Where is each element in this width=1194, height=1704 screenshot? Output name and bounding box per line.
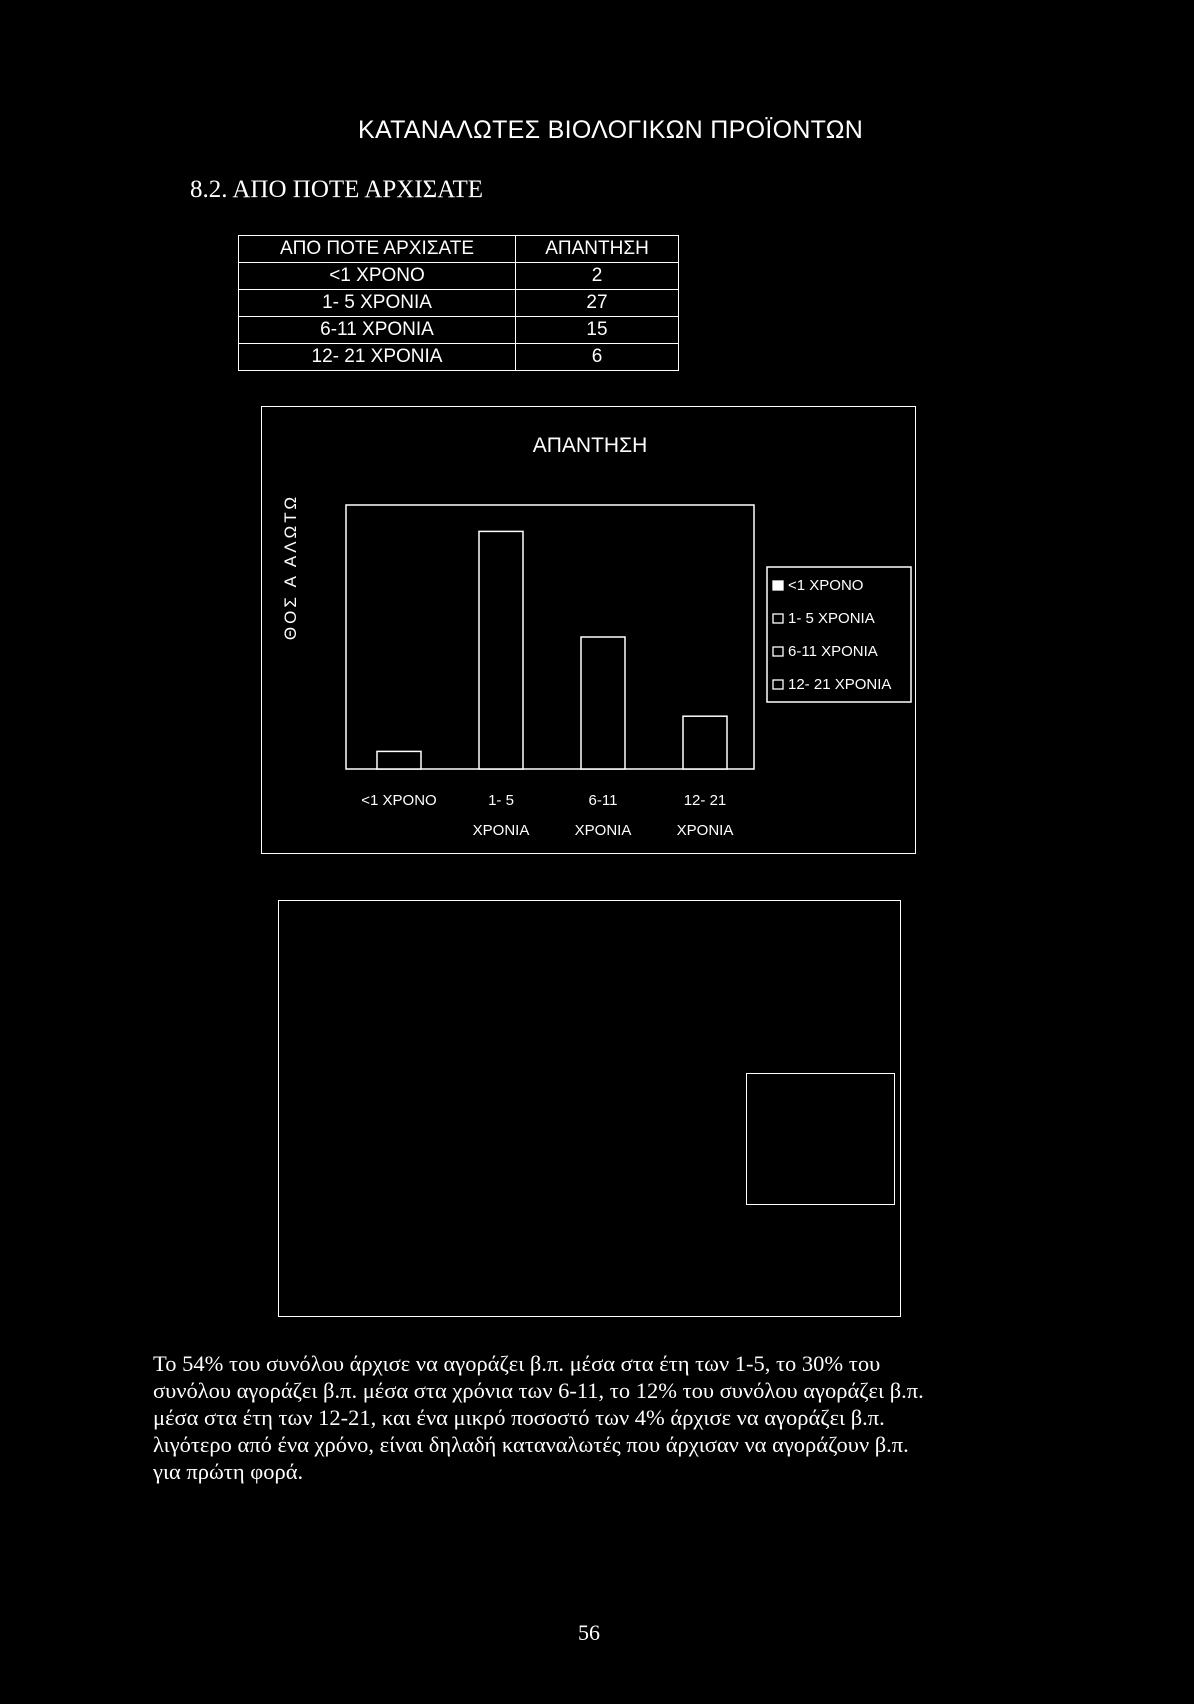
table-header: ΑΠΟ ΠΟΤΕ ΑΡΧΙΣΑΤΕ bbox=[239, 236, 516, 263]
table-row bbox=[239, 290, 679, 317]
table-row bbox=[239, 344, 679, 371]
bar bbox=[581, 637, 625, 769]
data-table bbox=[238, 235, 679, 371]
x-tick-label: ΧΡΟΝΙΑ bbox=[574, 822, 632, 839]
table-header-row bbox=[239, 236, 679, 263]
page-heading: ΚΑΤΑΝΑΛΩΤΕΣ ΒΙΟΛΟΓΙΚΩΝ ΠΡΟΪΟΝΤΩΝ bbox=[358, 116, 864, 144]
chart-canvas bbox=[262, 407, 917, 855]
table-cell: 27 bbox=[516, 290, 679, 317]
table-header: ΑΠΑΝΤΗΣΗ bbox=[516, 236, 679, 263]
x-tick-label: 1- 5 bbox=[488, 792, 514, 809]
table-cell: 15 bbox=[516, 317, 679, 344]
legend-swatch bbox=[773, 581, 783, 590]
legend-swatch bbox=[773, 614, 783, 623]
legend-swatch bbox=[773, 680, 783, 689]
table-cell: 12- 21 ΧΡΟΝΙΑ bbox=[239, 344, 516, 371]
table-cell: <1 ΧΡΟΝΟ bbox=[239, 263, 516, 290]
table-cell: 1- 5 ΧΡΟΝΙΑ bbox=[239, 290, 516, 317]
table-cell: 2 bbox=[516, 263, 679, 290]
x-tick-label: <1 ΧΡΟΝΟ bbox=[361, 792, 437, 809]
table-cell: 6-11 ΧΡΟΝΙΑ bbox=[239, 317, 516, 344]
legend-label: 12- 21 ΧΡΟΝΙΑ bbox=[788, 676, 892, 693]
x-tick-label: 12- 21 bbox=[683, 792, 727, 809]
table-row bbox=[239, 317, 679, 344]
table-row bbox=[239, 263, 679, 290]
paragraph-line: Το 54% του συνόλου άρχισε να αγοράζει β.π. μέσα στα έτη των 1-5, το 30% του bbox=[153, 1351, 881, 1376]
bar bbox=[683, 716, 727, 769]
x-tick-label: ΧΡΟΝΙΑ bbox=[676, 822, 734, 839]
legend-label: 1- 5 ΧΡΟΝΙΑ bbox=[788, 610, 875, 627]
paragraph-line: μέσα στα έτη των 12-21, και ένα μικρό ποσοστό των 4% άρχισε να αγοράζει β.π. bbox=[153, 1405, 885, 1430]
body-paragraph bbox=[153, 1350, 1053, 1485]
table-cell: 6 bbox=[516, 344, 679, 371]
x-tick-label: ΧΡΟΝΙΑ bbox=[472, 822, 530, 839]
empty-legend-frame bbox=[746, 1073, 895, 1205]
chart-title: ΑΠΑΝΤΗΣΗ bbox=[532, 434, 648, 457]
bar-chart bbox=[261, 406, 916, 854]
legend-swatch bbox=[773, 647, 783, 656]
legend-label: 6-11 ΧΡΟΝΙΑ bbox=[788, 643, 878, 660]
legend-label: <1 ΧΡΟΝΟ bbox=[788, 577, 864, 594]
y-axis-label: ΘΟΣ Α ΑΛΩΤΩ bbox=[281, 493, 300, 641]
paragraph-line: συνόλου αγοράζει β.π. μέσα στα χρόνια των 6-11, το 12% του συνόλου αγοράζει β.π. bbox=[153, 1378, 924, 1403]
section-title: 8.2. ΑΠΟ ΠΟΤΕ ΑΡΧΙΣΑΤΕ bbox=[190, 176, 484, 203]
bar bbox=[479, 531, 523, 769]
paragraph-line: για πρώτη φορά. bbox=[153, 1459, 304, 1484]
paragraph-line: λιγότερο από ένα χρόνο, είναι δηλαδή καταναλωτές που άρχισαν να αγοράζουν β.π. bbox=[153, 1432, 909, 1457]
x-tick-label: 6-11 bbox=[588, 792, 618, 809]
page-number: 56 bbox=[578, 1620, 600, 1645]
bar bbox=[377, 751, 421, 769]
